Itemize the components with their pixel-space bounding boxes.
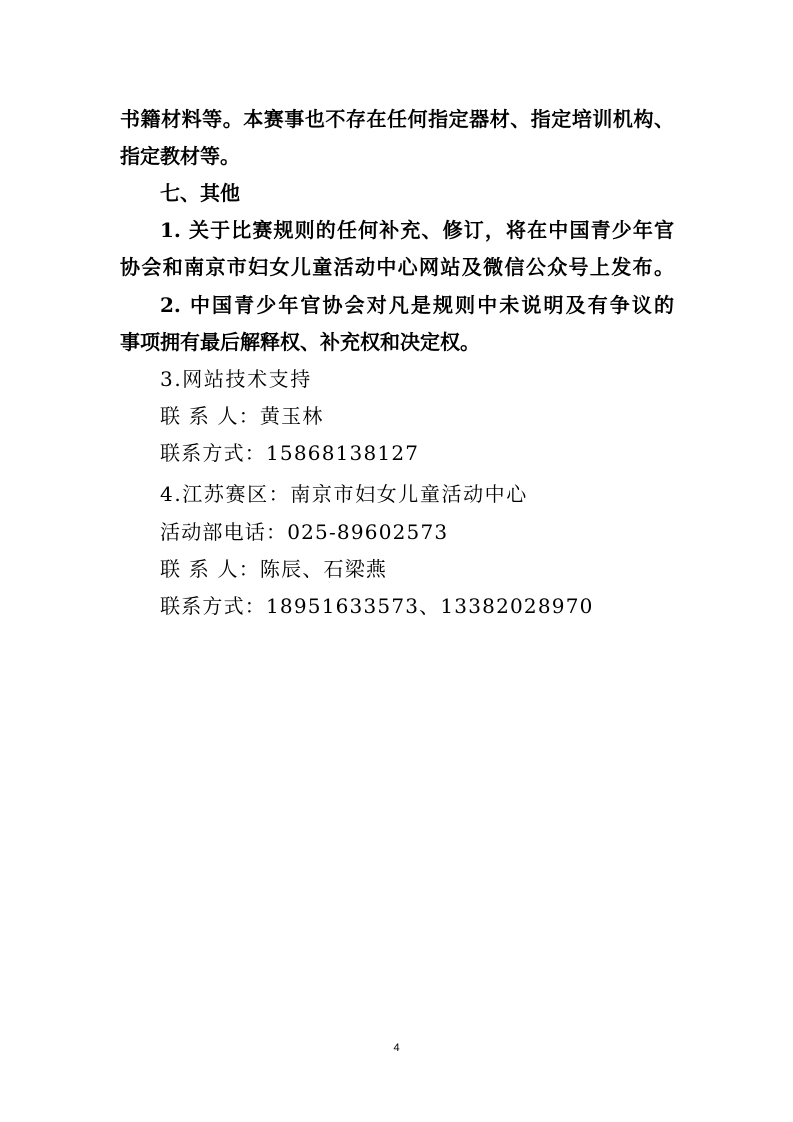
- paragraph-line: 事项拥有最后解释权、补充权和决定权。: [120, 330, 480, 354]
- paragraph-line: 书籍材料等。本赛事也不存在任何指定器材、指定培训机构、: [120, 107, 674, 131]
- paragraph-line: 2. 中国青少年官协会对凡是规则中未说明及有争议的: [160, 293, 674, 317]
- jiangsu-contact-person: 联 系 人：陈辰、石梁燕: [160, 557, 388, 581]
- jiangsu-division-title: 4.江苏赛区：南京市妇女儿童活动中心: [160, 482, 528, 506]
- paragraph-line: 协会和南京市妇女儿童活动中心网站及微信公众号上发布。: [120, 255, 674, 279]
- tech-support-title: 3.网站技术支持: [160, 367, 312, 391]
- page-number: 4: [393, 1042, 400, 1054]
- jiangsu-activity-phone: 活动部电话：025-89602573: [160, 520, 449, 544]
- section-heading: 七、其他: [160, 181, 240, 205]
- paragraph-line: 1. 关于比赛规则的任何补充、修订，将在中国青少年官: [160, 218, 674, 242]
- jiangsu-contact-method: 联系方式：18951633573、13382028970: [160, 594, 594, 618]
- paragraph-line: 指定教材等。: [120, 144, 240, 168]
- tech-support-contact-person: 联 系 人：黄玉林: [160, 404, 324, 428]
- tech-support-contact-method: 联系方式：15868138127: [160, 441, 420, 465]
